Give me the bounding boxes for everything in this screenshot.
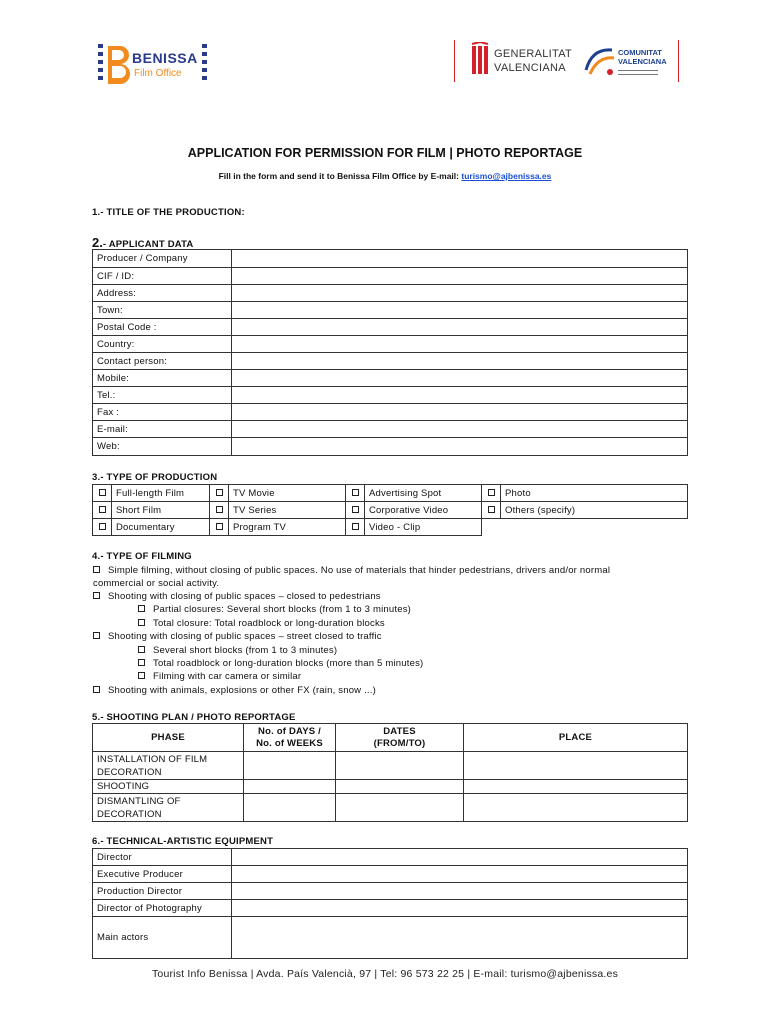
checkbox[interactable]: [216, 489, 223, 496]
filming-suboption-car-camera[interactable]: [138, 671, 301, 682]
checkbox[interactable]: [352, 523, 359, 530]
field-input-executive-producer[interactable]: [232, 866, 688, 883]
field-input-main-actors[interactable]: [232, 917, 688, 959]
logo-benissa-text: BENISSA: [132, 50, 198, 66]
checkbox[interactable]: [138, 672, 145, 679]
comunitat-valenciana-logo: [582, 42, 682, 84]
field-input-town[interactable]: [232, 302, 688, 319]
option-label: TV Series: [229, 502, 346, 519]
section3-label: 3.- TYPE OF PRODUCTION: [92, 472, 218, 483]
checkbox[interactable]: [138, 605, 145, 612]
checkbox[interactable]: [99, 523, 106, 530]
dates-input[interactable]: [336, 752, 464, 780]
header-days-line2: No. of WEEKS: [256, 737, 323, 749]
field-input-postal-code[interactable]: [232, 319, 688, 336]
option-text: Filming with car camera or similar: [153, 671, 302, 682]
option-label: Full-length Film: [112, 485, 210, 502]
filming-option-simple-cont: commercial or social activity.: [93, 578, 220, 589]
checkbox[interactable]: [138, 659, 145, 666]
checkbox[interactable]: [93, 686, 100, 693]
checkbox[interactable]: [352, 489, 359, 496]
field-label: Production Director: [93, 883, 232, 900]
production-type-table: [92, 484, 688, 536]
field-input-country[interactable]: [232, 336, 688, 353]
field-label: Executive Producer: [93, 866, 232, 883]
dates-input[interactable]: [336, 794, 464, 822]
checkbox[interactable]: [93, 566, 100, 573]
field-label: CIF / ID:: [93, 268, 232, 285]
field-input-fax[interactable]: [232, 404, 688, 421]
option-text: Shooting with animals, explosions or other FX (rain, snow ...): [108, 685, 376, 696]
filming-suboption-short-blocks[interactable]: [138, 645, 337, 656]
logo-right-line: [678, 40, 679, 82]
checkbox[interactable]: [93, 592, 100, 599]
checkbox[interactable]: [138, 646, 145, 653]
empty-cell: [501, 519, 688, 536]
option-text: Total closure: Total roadblock or long-duration blocks: [153, 618, 385, 629]
gv-emblem-icon: [470, 42, 492, 80]
filming-option-closed-traffic[interactable]: [93, 631, 382, 642]
field-input-email[interactable]: [232, 421, 688, 438]
filming-option-fx[interactable]: [93, 685, 376, 696]
field-label: Main actors: [93, 917, 232, 959]
option-label: Others (specify): [501, 502, 688, 519]
header-dates-line1: DATES: [383, 725, 416, 737]
field-label: Contact person:: [93, 353, 232, 370]
field-input-cif[interactable]: [232, 268, 688, 285]
field-label: Postal Code :: [93, 319, 232, 336]
equipment-table: [92, 848, 688, 959]
filming-option-closed-pedestrians[interactable]: [93, 591, 381, 602]
phase-line: DECORATION: [97, 808, 162, 820]
section5-label: 5.- SHOOTING PLAN / PHOTO REPORTAGE: [92, 712, 296, 723]
checkbox[interactable]: [93, 632, 100, 639]
section6-label: 6.- TECHNICAL-ARTISTIC EQUIPMENT: [92, 836, 274, 847]
logo-divider-line: [454, 40, 455, 82]
filming-suboption-total[interactable]: [138, 618, 385, 629]
filming-suboption-total-roadblock[interactable]: [138, 658, 423, 669]
cv-line2: VALENCIANA: [618, 57, 667, 66]
checkbox[interactable]: [99, 506, 106, 513]
checkbox[interactable]: [216, 523, 223, 530]
field-input-director-photography[interactable]: [232, 900, 688, 917]
page-footer: Tourist Info Benissa | Avda. País Valencià, 97 | Tel: 96 573 22 25 | E-mail: turismo@ajbenissa.es: [151, 968, 619, 980]
checkbox[interactable]: [352, 506, 359, 513]
field-input-director[interactable]: [232, 849, 688, 866]
place-input[interactable]: [464, 752, 688, 780]
field-label: Town:: [93, 302, 232, 319]
field-input-tel[interactable]: [232, 387, 688, 404]
option-text: Shooting with closing of public spaces – closed to pedestrians: [108, 591, 381, 602]
place-input[interactable]: [464, 780, 688, 794]
page-subtitle: [0, 171, 770, 181]
days-input[interactable]: [244, 780, 336, 794]
option-text: Several short blocks (from 1 to 3 minutes): [153, 645, 338, 656]
applicant-data-table: [92, 249, 688, 456]
header-dates: [336, 724, 464, 752]
field-input-mobile[interactable]: [232, 370, 688, 387]
option-label: Corporative Video: [365, 502, 482, 519]
checkbox[interactable]: [138, 619, 145, 626]
shooting-plan-table: [92, 723, 688, 822]
header-days: [244, 724, 336, 752]
field-label: Mobile:: [93, 370, 232, 387]
field-label: E-mail:: [93, 421, 232, 438]
field-input-production-director[interactable]: [232, 883, 688, 900]
gv-line2: VALENCIANA: [494, 62, 566, 74]
page-title: APPLICATION FOR PERMISSION FOR FILM | PHOTO REPORTAGE: [187, 146, 583, 160]
dates-input[interactable]: [336, 780, 464, 794]
phase-line: DISMANTLING OF: [97, 795, 181, 807]
phase-dismantling: [93, 794, 244, 822]
place-input[interactable]: [464, 794, 688, 822]
checkbox[interactable]: [488, 506, 495, 513]
section2-label: - APPLICANT DATA: [102, 239, 194, 250]
field-label: Director of Photography: [93, 900, 232, 917]
field-input-producer[interactable]: [232, 250, 688, 268]
header-place: PLACE: [464, 724, 688, 752]
subtitle-text: Fill in the form and send it to Benissa Film Office by E-mail:: [218, 171, 462, 181]
field-label: Director: [93, 849, 232, 866]
header-days-line1: No. of DAYS /: [258, 725, 321, 737]
field-input-web[interactable]: [232, 438, 688, 456]
filming-option-simple[interactable]: [93, 565, 610, 576]
option-label: Documentary: [112, 519, 210, 536]
logo-film-office-text: Film Office: [134, 68, 182, 79]
section1-label: 1.- TITLE OF THE PRODUCTION:: [92, 207, 245, 218]
field-label: Country:: [93, 336, 232, 353]
benissa-film-office-logo: [96, 42, 216, 88]
days-input[interactable]: [244, 794, 336, 822]
phase-line: DECORATION: [97, 766, 162, 778]
field-input-address[interactable]: [232, 285, 688, 302]
checkbox[interactable]: [216, 506, 223, 513]
option-label: TV Movie: [229, 485, 346, 502]
header-phase: PHASE: [93, 724, 244, 752]
generalitat-valenciana-logo: [470, 42, 573, 82]
gv-line1: GENERALITAT: [494, 48, 573, 60]
cv-line1: COMUNITAT: [618, 48, 662, 57]
checkbox[interactable]: [99, 489, 106, 496]
filming-suboption-partial[interactable]: [138, 604, 411, 615]
option-text: Partial closures: Several short blocks (from 1 to 3 minutes): [153, 604, 412, 615]
days-input[interactable]: [244, 752, 336, 780]
phase-line: INSTALLATION OF FILM: [97, 753, 208, 765]
option-label: Video - Clip: [365, 519, 482, 536]
section2-number: 2.: [92, 235, 103, 250]
option-label: Short Film: [112, 502, 210, 519]
option-text: Shooting with closing of public spaces – street closed to traffic: [108, 631, 382, 642]
phase-installation: [93, 752, 244, 780]
option-label: Photo: [501, 485, 688, 502]
cv-small-lines: [618, 68, 658, 78]
subtitle-email-link[interactable]: turismo@ajbenissa.es: [461, 171, 552, 181]
option-label: Advertising Spot: [365, 485, 482, 502]
cv-swirl-icon: [582, 44, 616, 78]
section4-label: 4.- TYPE OF FILMING: [92, 551, 192, 562]
option-text: Total roadblock or long-duration blocks (more than 5 minutes): [153, 658, 424, 669]
option-text: Simple filming, without closing of public spaces. No use of materials that hinder pedestrians, drivers and/or normal: [108, 565, 611, 576]
field-input-contact-person[interactable]: [232, 353, 688, 370]
checkbox[interactable]: [488, 489, 495, 496]
field-label: Web:: [93, 438, 232, 456]
field-label: Producer / Company: [93, 250, 232, 268]
field-label: Tel.:: [93, 387, 232, 404]
field-label: Address:: [93, 285, 232, 302]
phase-shooting: SHOOTING: [93, 780, 244, 794]
header-dates-line2: (FROM/TO): [373, 737, 426, 749]
field-label: Fax :: [93, 404, 232, 421]
option-label: Program TV: [229, 519, 346, 536]
